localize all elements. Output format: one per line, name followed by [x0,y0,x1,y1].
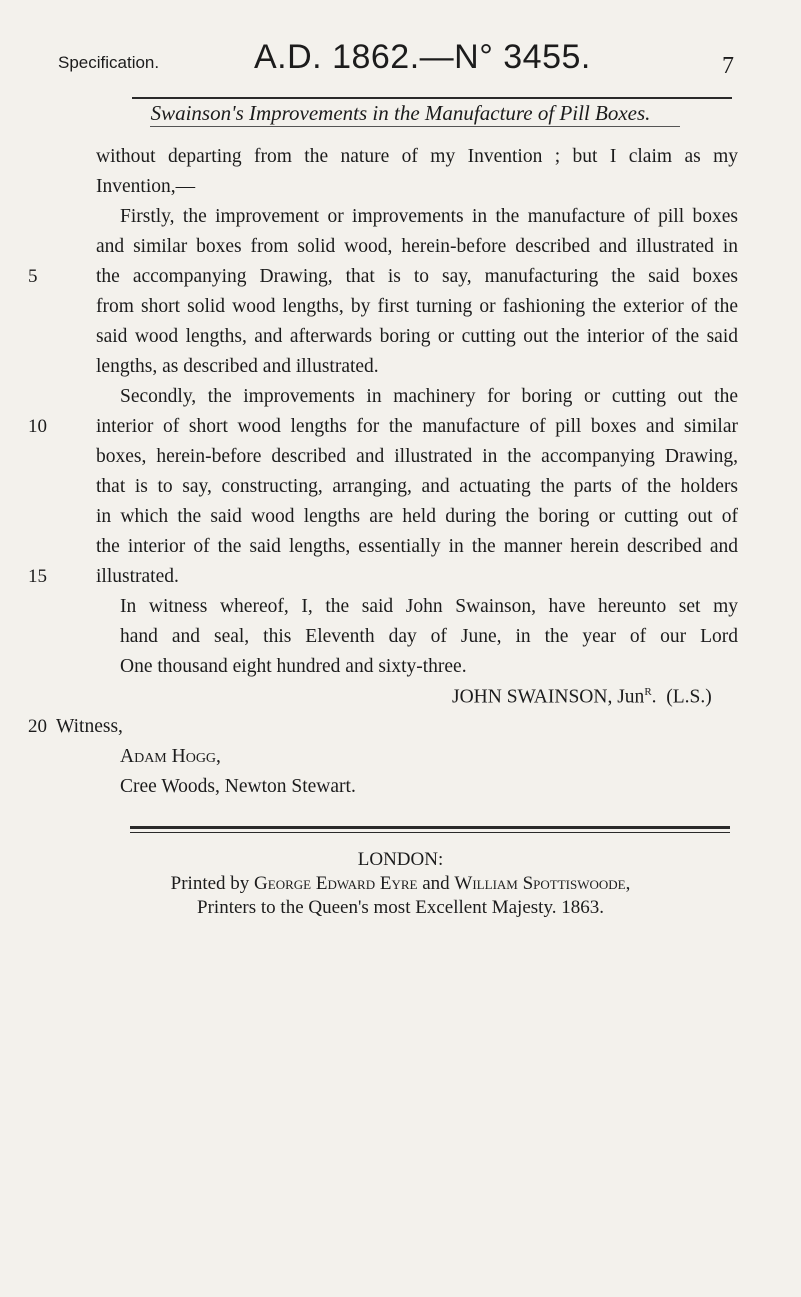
body-line: the interior of the said lengths, essentially in the manner herein described and [96,536,738,557]
witness-clause-line: hand and seal, this Eleventh day of June, in the year of our Lord [120,626,738,647]
body-line: that is to say, constructing, arranging, and actuating the parts of the holders [96,476,738,497]
imprint-prefix: Printed by [170,873,255,894]
imprint-place: LONDON: [357,849,444,870]
margin-line-number: 10 [28,416,47,437]
body-line: the accompanying Drawing, that is to say, manufacturing the said boxes [96,266,738,287]
body-line: from short solid wood lengths, by first turning or fashioning the exterior of the [96,296,738,317]
running-title: Swainson's Improvements in the Manufacture of Pill Boxes. [150,101,651,125]
imprint-printer-2: William Spottiswoode [454,873,626,894]
body-line: boxes, herein-before described and illustrated in the accompanying Drawing, [96,446,738,467]
body-line: interior of short wood lengths for the manufacture of pill boxes and similar [96,416,738,437]
margin-line-number: 15 [28,566,47,587]
body-line: in which the said wood lengths are held during the boring or cutting out of [96,506,738,527]
body-line: without departing from the nature of my Invention ; but I claim as my [96,146,738,167]
imprint-printer-1: George Edward Eyre [254,873,418,894]
body-line: lengths, as described and illustrated. [96,356,379,377]
imprint-printers [0,873,801,895]
witness-address: Cree Woods, Newton Stewart. [120,776,356,797]
witness-label: Witness, [56,716,123,737]
footer-rule-thick [130,826,730,829]
witness-clause-line: In witness whereof, I, the said John Swainson, have hereunto set my [120,596,738,617]
page-header-title: A.D. 1862.—N° 3455. [254,38,591,76]
header-rule [132,97,732,99]
body-line: said wood lengths, and afterwards boring or cutting out the interior of the said [96,326,738,347]
body-line: Secondly, the improvements in machinery for boring or cutting out the [120,386,738,407]
margin-line-number: 20 [28,716,47,737]
imprint-comma: , [625,873,631,894]
body-line: and similar boxes from solid wood, herein-before described and illustrated in [96,236,738,257]
signature: JOHN SWAINSON, Jun$^R$. (L.S.) [452,686,712,708]
section-label: Specification. [58,53,160,72]
page-number: 7 [722,53,734,79]
imprint-conjunction: and [417,873,455,894]
signature-name: JOHN SWAINSON, Jun [452,686,645,708]
footer-rule-thin [130,832,730,833]
witness-name: Adam Hogg, [120,746,221,767]
witness-clause-line: One thousand eight hundred and sixty-three. [120,656,467,677]
seal-mark: (L.S.) [666,686,712,708]
subtitle-rule [150,126,680,127]
body-line: Invention,— [96,176,196,197]
body-line: illustrated. [96,566,179,587]
signature-suffix: R [644,686,652,698]
body-line: Firstly, the improvement or improvements in the manufacture of pill boxes [120,206,738,227]
margin-line-number: 5 [28,266,38,287]
imprint-printers-line-2: Printers to the Queen's most Excellent Majesty. 1863. [197,897,604,918]
